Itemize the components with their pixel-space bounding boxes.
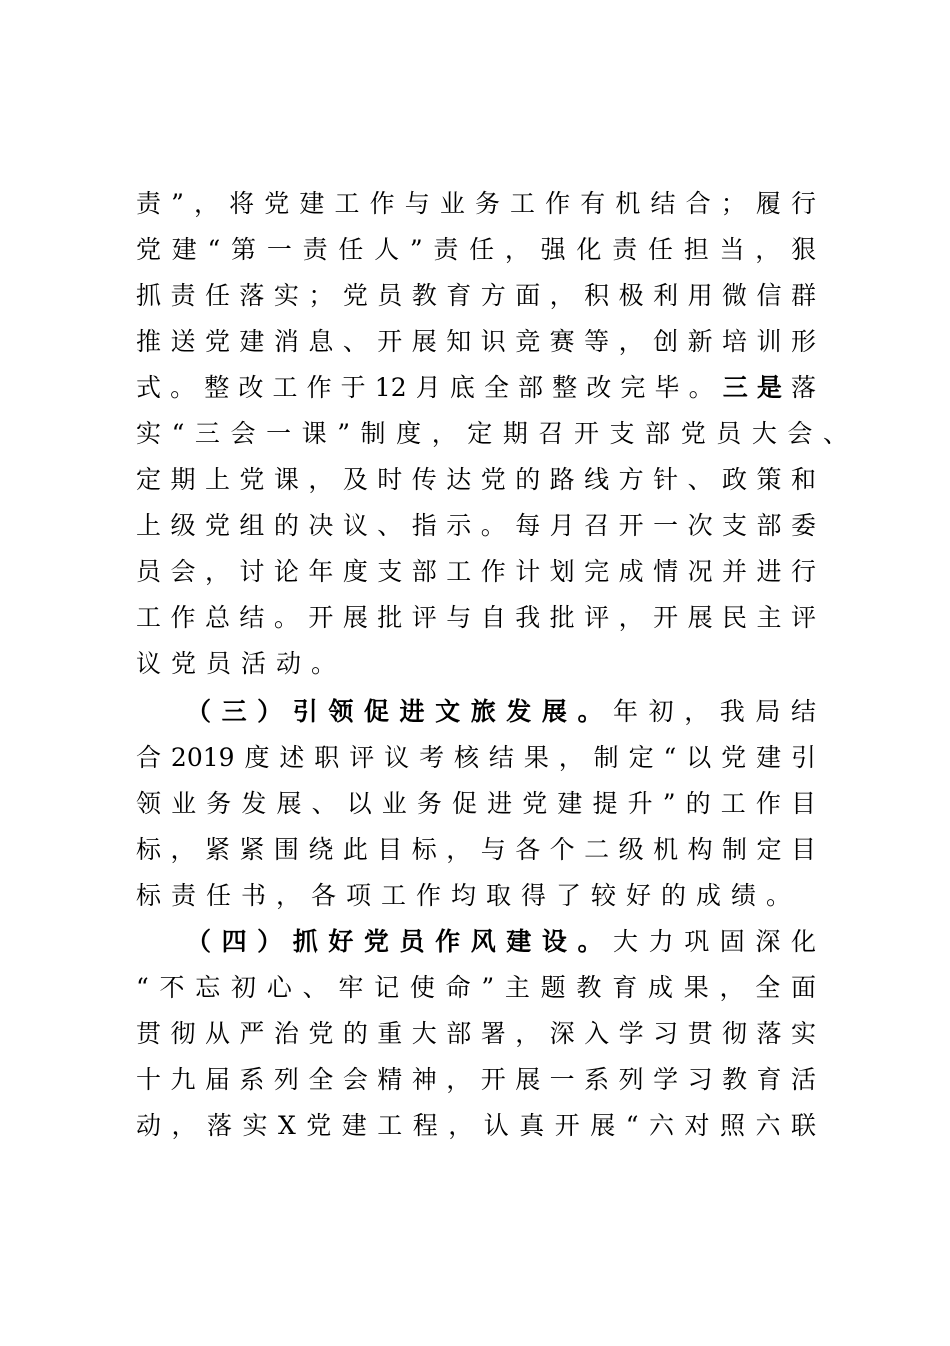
paragraph-line: 党建“第一责任人”责任，强化责任担当，狠 xyxy=(136,235,816,264)
paragraph-line: 抓责任落实；党员教育方面，积极利用微信群 xyxy=(136,281,816,310)
paragraph-line: 上级党组的决议、指示。每月召开一次支部委 xyxy=(136,511,816,540)
paragraph-text: 大力巩固深化 xyxy=(613,927,816,956)
paragraph-line: 领业务发展、以业务促进党建提升”的工作目 xyxy=(136,789,816,818)
paragraph-text: 年初，我局结 xyxy=(613,697,816,726)
paragraph-line: 员会，讨论年度支部工作计划完成情况并进行 xyxy=(136,557,816,586)
section-heading-line xyxy=(186,920,816,964)
paragraph-line: 动，落实X党建工程，认真开展“六对照六联 xyxy=(136,1111,816,1140)
paragraph-line: 推送党建消息、开展知识竞赛等，创新培训形 xyxy=(136,327,816,356)
paragraph-text: 落 xyxy=(790,373,816,402)
paragraph-line: 标责任书，各项工作均取得了较好的成绩。 xyxy=(136,881,802,910)
section-heading: （四）抓好党员作风建设。 xyxy=(186,927,614,956)
paragraph-line: 责”，将党建工作与业务工作有机结合；履行 xyxy=(136,189,816,218)
section-heading-line xyxy=(186,690,816,734)
paragraph-line: 标，紧紧围绕此目标，与各个二级机构制定目 xyxy=(136,835,816,864)
paragraph-line: 议党员活动。 xyxy=(136,649,347,678)
paragraph-line: 定期上党课，及时传达党的路线方针、政策和 xyxy=(136,465,816,494)
paragraph-line: 合2019度述职评议考核结果，制定“以党建引 xyxy=(136,743,816,772)
paragraph-line xyxy=(136,366,816,410)
paragraph-line: “不忘初心、牢记使命”主题教育成果，全面 xyxy=(136,973,816,1002)
paragraph-line: 贯彻从严治党的重大部署，深入学习贯彻落实 xyxy=(136,1019,816,1048)
paragraph-text: 式。整改工作于12月底全部整改完毕。 xyxy=(136,373,723,402)
emphasis-text: 三是 xyxy=(722,373,791,402)
paragraph-line: 工作总结。开展批评与自我批评，开展民主评 xyxy=(136,603,816,632)
section-heading: （三）引领促进文旅发展。 xyxy=(186,697,614,726)
paragraph-line: 实“三会一课”制度，定期召开支部党员大会、 xyxy=(136,419,848,448)
paragraph-line: 十九届系列全会精神，开展一系列学习教育活 xyxy=(136,1065,816,1094)
